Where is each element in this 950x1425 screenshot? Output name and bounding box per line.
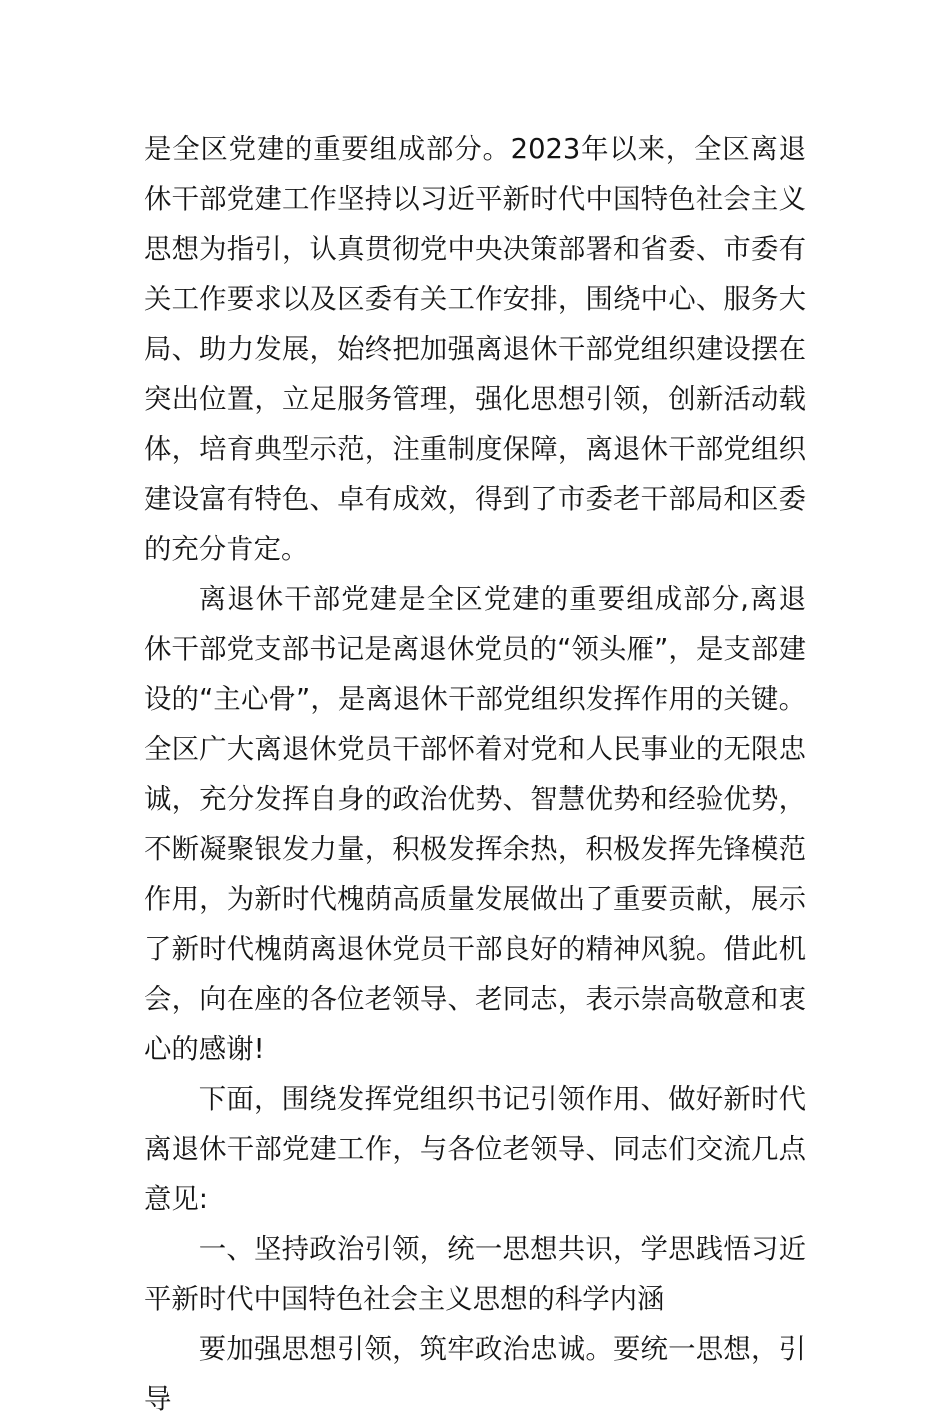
paragraph-4: 要加强思想引领，筑牢政治忠诚。要统一思想，引导 (144, 1334, 806, 1415)
paragraph-2: 离退休干部党建是全区党建的重要组成部分,离退休干部党支部书记是离退休党员的“领头雁”，是支部建设的“主心骨”，是离退休干部党组织发挥作用的关键。全区广大离退休党员干部怀着对党和人民事业的无限忠诚，充分发挥自身的政治优势、智慧优势和经验优势，不断凝聚银发力量，积极发挥余热，积极发挥先锋模范作用，为新时代槐荫高质量发展做出了重要贡献，展示了新时代槐荫离退休党员干部良好的精神风貌。借此机会，向在座的各位老领导、老同志，表示崇高敬意和衷心的感谢! (144, 584, 806, 1065)
document-body (144, 125, 806, 1425)
paragraph-3: 下面，围绕发挥党组织书记引领作用、做好新时代离退休干部党建工作，与各位老领导、同志们交流几点意见: (144, 1084, 806, 1215)
paragraph-1: 是全区党建的重要组成部分。2023年以来，全区离退休干部党建工作坚持以习近平新时代中国特色社会主义思想为指引，认真贯彻党中央决策部署和省委、市委有关工作要求以及区委有关工作安排，围绕中心、服务大局、助力发展，始终把加强离退休干部党组织建设摆在突出位置，立足服务管理，强化思想引领，创新活动载体，培育典型示范，注重制度保障，离退休干部党组织建设富有特色、卓有成效，得到了市委老干部局和区委的充分肯定。 (144, 134, 806, 565)
section-heading-1: 一、坚持政治引领，统一思想共识，学思践悟习近平新时代中国特色社会主义思想的科学内涵 (144, 1234, 806, 1315)
